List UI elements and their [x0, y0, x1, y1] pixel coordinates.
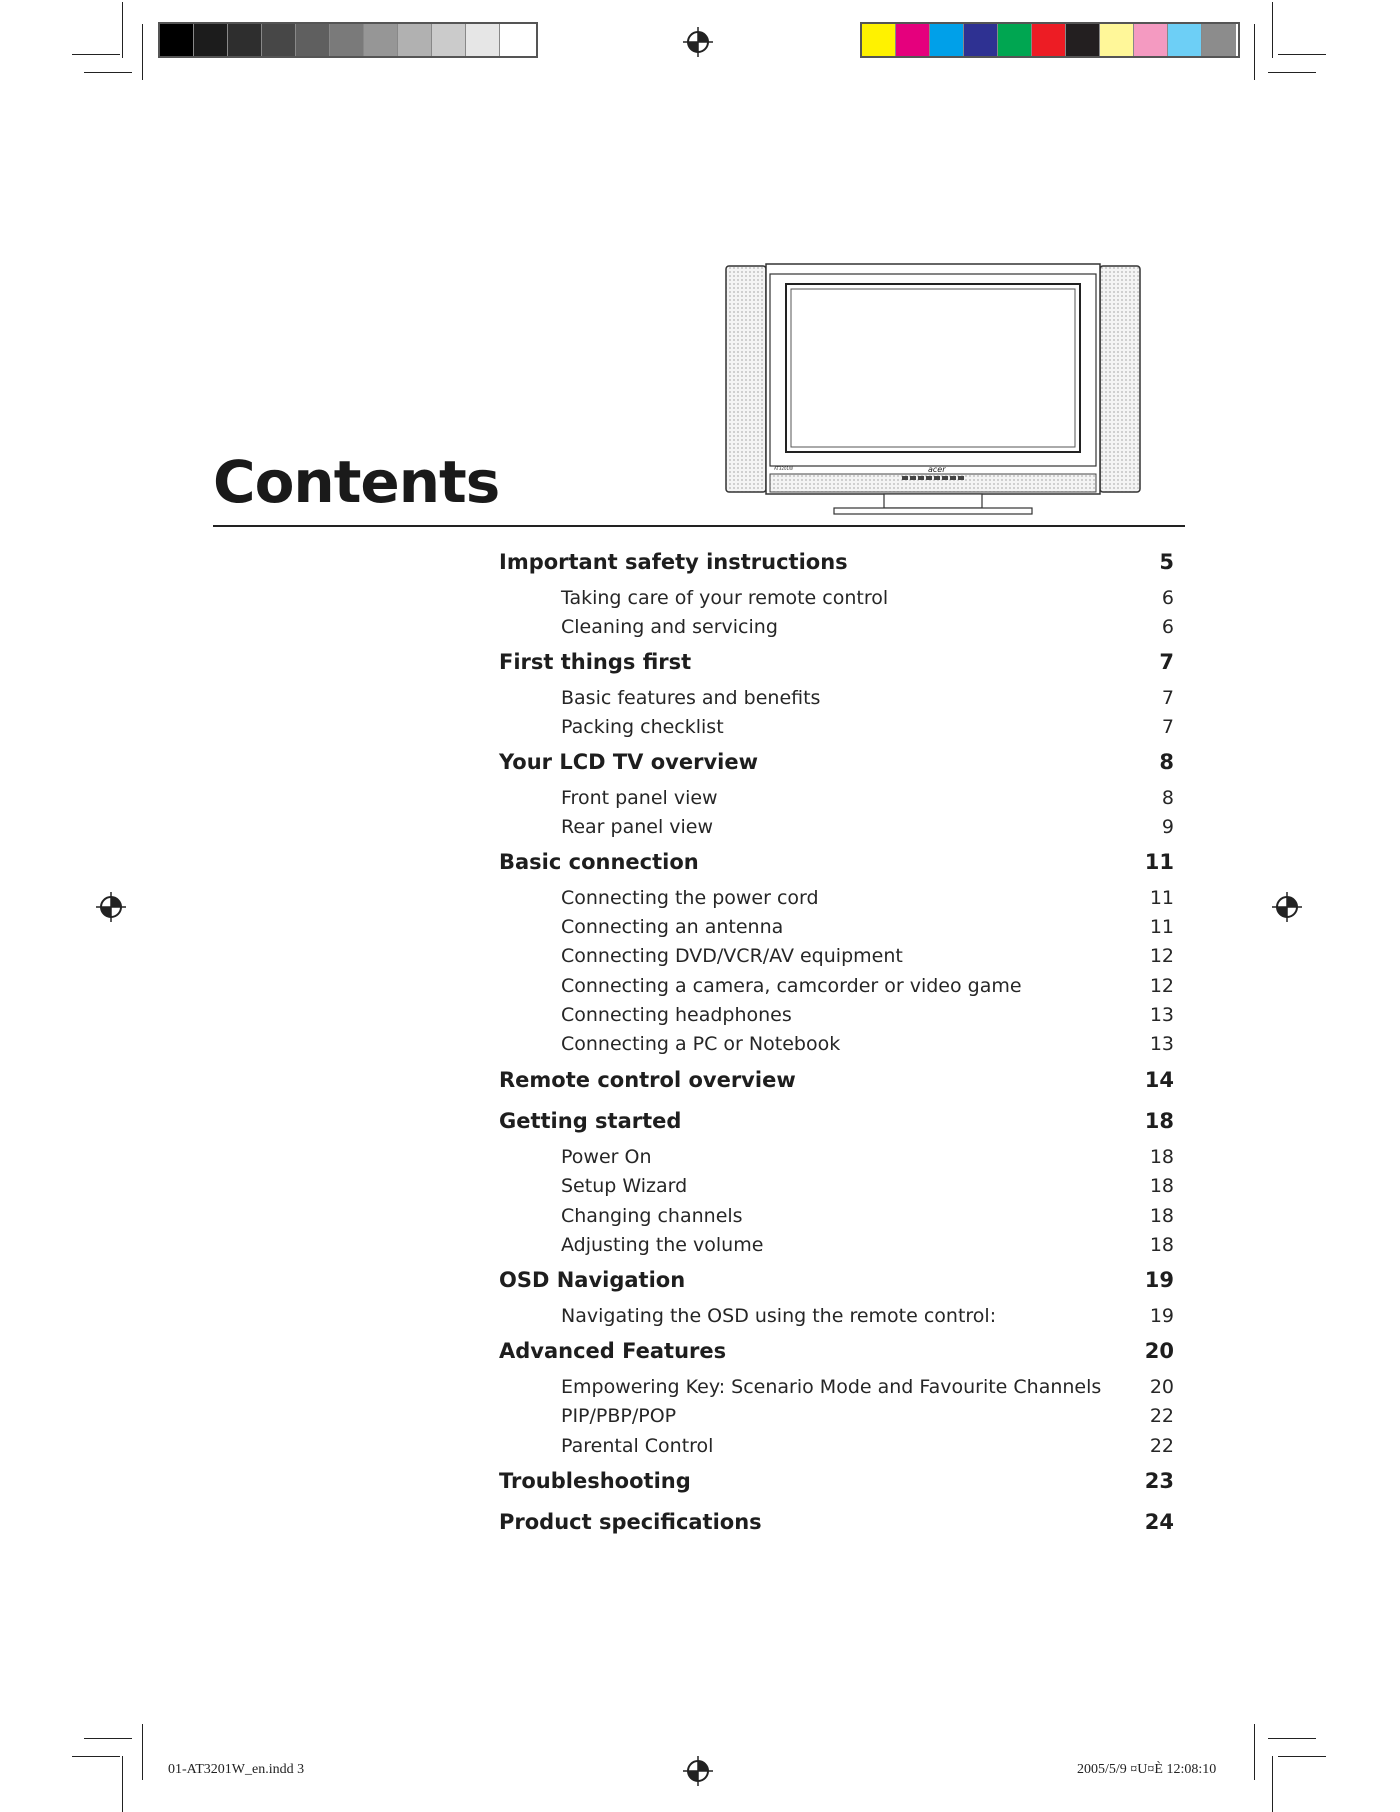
toc-page-number: 12 [1149, 975, 1174, 997]
toc-item-title: Packing checklist [561, 716, 724, 738]
toc-item-title: Changing channels [561, 1205, 743, 1227]
registration-mark-icon [1272, 892, 1302, 922]
toc-item-title: Connecting a PC or Notebook [561, 1033, 841, 1055]
crop-mark [122, 1756, 123, 1812]
crop-mark [1272, 2, 1273, 58]
toc-page-number: 6 [1161, 616, 1174, 638]
crop-mark [142, 24, 143, 80]
color-swatch [398, 24, 432, 56]
footer-timestamp: 2005/5/9 ¤U¤È 12:08:10 [1077, 1762, 1217, 1777]
toc-page-number: 20 [1149, 1376, 1174, 1398]
toc-item-title: PIP/PBP/POP [561, 1405, 677, 1427]
toc-item-title: Rear panel view [561, 816, 714, 838]
toc-item-title: Connecting an antenna [561, 916, 784, 938]
crop-mark [84, 1738, 132, 1739]
color-swatch [930, 24, 964, 56]
crop-mark [1254, 24, 1255, 80]
registration-mark-icon [683, 27, 713, 57]
crop-mark [1268, 1738, 1316, 1739]
toc-page-number: 18 [1149, 1234, 1174, 1256]
crop-mark [1254, 1724, 1255, 1780]
toc-section-title: OSD Navigation [499, 1268, 686, 1292]
toc-page-number: 8 [1159, 750, 1174, 774]
toc-page-number: 18 [1149, 1175, 1174, 1197]
toc-item-title: Connecting headphones [561, 1004, 792, 1026]
toc-item-title: Empowering Key: Scenario Mode and Favourite Channels [561, 1376, 1102, 1398]
color-swatch [1032, 24, 1066, 56]
color-swatch [500, 24, 534, 56]
color-swatch [1066, 24, 1100, 56]
color-swatch [262, 24, 296, 56]
toc-page-number: 13 [1149, 1004, 1174, 1026]
crop-mark [72, 1756, 120, 1757]
toc-item-title: Setup Wizard [561, 1175, 688, 1197]
crop-mark [122, 2, 123, 58]
toc-item-title: Taking care of your remote control [561, 587, 889, 609]
color-swatch [364, 24, 398, 56]
toc-item-title: Parental Control [561, 1435, 714, 1457]
registration-mark-icon [683, 1756, 713, 1786]
crop-mark [1272, 1756, 1273, 1812]
color-swatch [228, 24, 262, 56]
toc-section-title: Basic connection [499, 850, 699, 874]
toc-page-number: 12 [1149, 945, 1174, 967]
color-swatch [1168, 24, 1202, 56]
toc-page-number: 18 [1144, 1109, 1174, 1133]
heading-rule [213, 525, 1185, 527]
toc-page-number: 14 [1144, 1068, 1174, 1092]
color-swatch [296, 24, 330, 56]
color-swatch [964, 24, 998, 56]
color-swatch [466, 24, 500, 56]
registration-mark-icon [96, 892, 126, 922]
toc-page-number: 24 [1144, 1510, 1174, 1534]
brand-logo: acer [928, 465, 946, 474]
grayscale-color-bar [158, 22, 538, 58]
toc-item-title: Basic features and benefits [561, 687, 821, 709]
toc-section-title: First things first [499, 650, 692, 674]
toc-section-title: Advanced Features [499, 1339, 727, 1363]
toc-page-number: 18 [1149, 1146, 1174, 1168]
color-swatch [330, 24, 364, 56]
process-color-bar [860, 22, 1240, 58]
toc-page-number: 9 [1161, 816, 1174, 838]
color-swatch [194, 24, 228, 56]
color-swatch [160, 24, 194, 56]
toc-item-title: Power On [561, 1146, 652, 1168]
color-swatch [1100, 24, 1134, 56]
footer-file-info: 01-AT3201W_en.indd 3 [168, 1762, 305, 1777]
tv-screen [786, 284, 1080, 452]
toc-page-number: 11 [1144, 850, 1174, 874]
toc-section-title: Important safety instructions [499, 550, 848, 574]
toc-section-title: Remote control overview [499, 1068, 796, 1092]
left-speaker [726, 266, 766, 492]
toc-item-title: Connecting DVD/VCR/AV equipment [561, 945, 903, 967]
toc-item-title: Front panel view [561, 787, 718, 809]
toc-item-title: Connecting a camera, camcorder or video game [561, 975, 1022, 997]
page-title: Contents [213, 448, 500, 516]
toc-page-number: 18 [1149, 1205, 1174, 1227]
toc-section-title: Your LCD TV overview [499, 750, 758, 774]
toc-page-number: 22 [1149, 1405, 1174, 1427]
crop-mark [1278, 1756, 1326, 1757]
toc-page-number: 22 [1149, 1435, 1174, 1457]
crop-mark [72, 54, 120, 55]
crop-mark [84, 72, 132, 73]
toc-page-number: 6 [1161, 587, 1174, 609]
toc-item-title: Cleaning and servicing [561, 616, 778, 638]
toc-section-title: Getting started [499, 1109, 682, 1133]
toc-section-title: Troubleshooting [499, 1469, 691, 1493]
toc-page-number: 19 [1144, 1268, 1174, 1292]
color-swatch [1202, 24, 1236, 56]
color-swatch [862, 24, 896, 56]
crop-mark [1278, 54, 1326, 55]
toc-section-title: Product specifications [499, 1510, 762, 1534]
toc-page-number: 11 [1149, 887, 1174, 909]
toc-page-number: 7 [1161, 716, 1174, 738]
toc-page-number: 19 [1149, 1305, 1174, 1327]
crop-mark [142, 1724, 143, 1780]
toc-page-number: 7 [1161, 687, 1174, 709]
toc-item-title: Connecting the power cord [561, 887, 819, 909]
toc-page-number: 13 [1149, 1033, 1174, 1055]
toc-page-number: 5 [1159, 550, 1174, 574]
color-swatch [896, 24, 930, 56]
toc-page-number: 7 [1159, 650, 1174, 674]
toc-page-number: 23 [1144, 1469, 1174, 1493]
toc-page-number: 20 [1144, 1339, 1174, 1363]
toc-item-title: Adjusting the volume [561, 1234, 764, 1256]
color-swatch [1134, 24, 1168, 56]
crop-mark [1268, 72, 1316, 73]
lcd-tv-illustration [724, 262, 1142, 518]
right-speaker [1100, 266, 1140, 492]
toc-page-number: 11 [1149, 916, 1174, 938]
toc-page-number: 8 [1161, 787, 1174, 809]
toc-item-title: Navigating the OSD using the remote control: [561, 1305, 997, 1327]
model-label: AT3201W [774, 466, 794, 471]
color-swatch [998, 24, 1032, 56]
color-swatch [432, 24, 466, 56]
